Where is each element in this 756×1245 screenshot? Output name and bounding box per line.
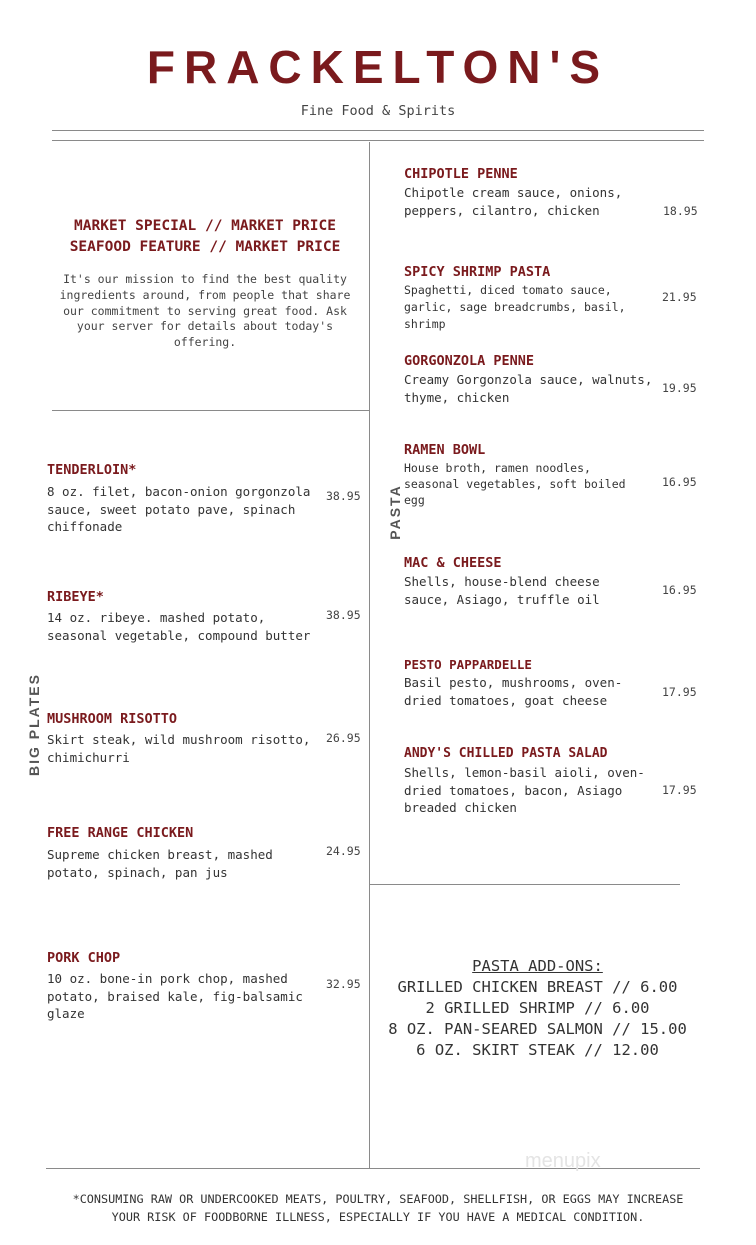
menu-item-description: Creamy Gorgonzola sauce, walnuts, thyme, chicken [404,372,653,405]
menu-item-price: 38.95 [326,489,361,503]
addon-item: 8 OZ. PAN-SEARED SALMON // 15.00 [388,1020,687,1038]
health-disclaimer [20,1190,736,1226]
pasta-divider [370,884,680,885]
header-rule-bottom [52,140,704,141]
market-special: MARKET SPECIAL // MARKET PRICE [74,218,336,234]
menu-item-name: TENDERLOIN* [47,462,137,478]
menu-item-description: House broth, ramen noodles, seasonal vegetables, soft boiled egg [404,461,626,507]
menu-item-description: Chipotle cream sauce, onions, peppers, cilantro, chicken [404,185,623,218]
menu-item-name: RIBEYE* [47,589,104,605]
menu-item-description: Shells, lemon-basil aioli, oven-dried tomatoes, bacon, Asiago breaded chicken [404,765,645,815]
menu-item-name: FREE RANGE CHICKEN [47,825,194,841]
footer-rule [46,1168,700,1169]
menu-item-name: PORK CHOP [47,950,121,966]
menu-item-price: 24.95 [326,844,361,858]
menu-item-description: 14 oz. ribeye. mashed potato, seasonal vegetable, compound butter [47,610,311,643]
disclaimer-line: YOUR RISK OF FOODBORNE ILLNESS, ESPECIALLY IF YOU HAVE A MEDICAL CONDITION. [111,1210,645,1224]
disclaimer-line: *CONSUMING RAW OR UNDERCOOKED MEATS, POULTRY, SEAFOOD, SHELLFISH, OR EGGS MAY INCREASE [72,1192,684,1206]
menu-item-price: 38.95 [326,608,361,622]
big-plates-label: BIG PLATES [26,673,42,776]
addon-item: GRILLED CHICKEN BREAST // 6.00 [397,978,678,996]
menu-item-description: Skirt steak, wild mushroom risotto, chimichurri [47,732,311,765]
menu-item-name: ANDY'S CHILLED PASTA SALAD [404,746,608,761]
menu-item-name: CHIPOTLE PENNE [404,166,518,182]
menu-item-name: MAC & CHEESE [404,555,502,571]
menu-item-name: SPICY SHRIMP PASTA [404,264,551,280]
menu-item-price: 16.95 [662,583,697,597]
menu-item-price: 21.95 [662,290,697,304]
menu-item-price: 19.95 [662,381,697,395]
pasta-label: PASTA [387,484,403,540]
menu-item-description: Basil pesto, mushrooms, oven-dried tomatoes, goat cheese [404,675,623,708]
menu-item-name: MUSHROOM RISOTTO [47,711,178,727]
addons-heading: PASTA ADD-ONS: [472,957,603,975]
menu-item-description: 10 oz. bone-in pork chop, mashed potato, braised kale, fig-balsamic glaze [47,971,303,1021]
menu-item-price: 17.95 [662,685,697,699]
restaurant-name: FRACKELTON'S [146,41,610,93]
menu-item-name: PESTO PAPPARDELLE [404,657,532,672]
addon-item: 6 OZ. SKIRT STEAK // 12.00 [416,1041,659,1059]
menu-item-price: 17.95 [662,783,697,797]
menu-item-description: 8 oz. filet, bacon-onion gorgonzola sauce, sweet potato pave, spinach chiffonade [47,484,311,534]
menu-item-description: Spaghetti, diced tomato sauce, garlic, sage breadcrumbs, basil, shrimp [404,283,626,331]
addon-item: 2 GRILLED SHRIMP // 6.00 [425,999,650,1017]
pasta-addons [370,956,705,1061]
specials-divider [52,410,369,411]
menu-item-price: 26.95 [326,731,361,745]
menu-item-description: Shells, house-blend cheese sauce, Asiago, truffle oil [404,574,600,607]
watermark-logo: menupix [525,1150,601,1172]
mission-statement: It's our mission to find the best quality ingredients around, from people that share our commitment to serving great food. Ask your server for details about today's offering. [59,272,351,350]
menu-item-price: 32.95 [326,977,361,991]
seafood-feature: SEAFOOD FEATURE // MARKET PRICE [69,239,341,255]
menu-item-name: RAMEN BOWL [404,442,486,458]
header-rule-top [52,130,704,131]
menu-item-price: 18.95 [663,204,698,218]
menu-item-price: 16.95 [662,475,697,489]
menu-item-description: Supreme chicken breast, mashed potato, spinach, pan jus [47,847,273,880]
restaurant-tagline: Fine Food & Spirits [300,103,456,119]
menu-item-name: GORGONZOLA PENNE [404,353,535,369]
